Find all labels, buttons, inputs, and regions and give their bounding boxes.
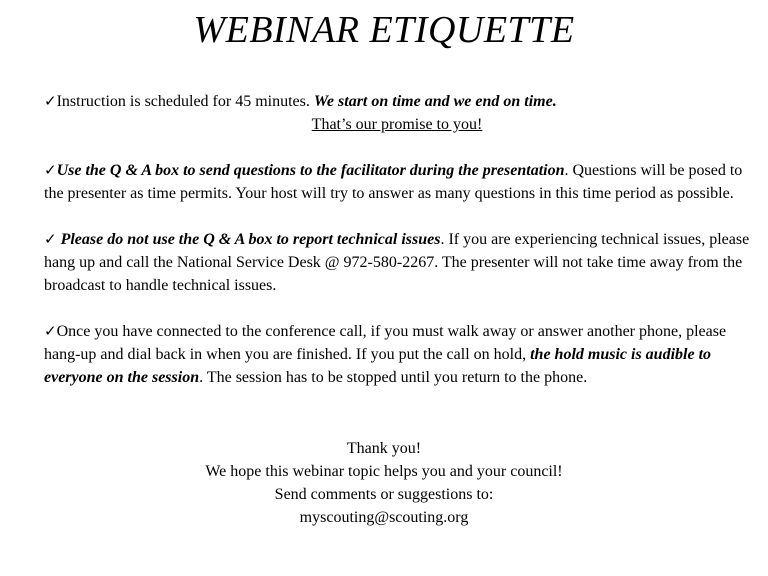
- on-time-emphasis: We start on time and we end on time.: [313, 93, 557, 110]
- checkmark-icon: ✓: [44, 92, 57, 110]
- closing-footer: [0, 437, 768, 529]
- instruction-duration-text: Instruction is scheduled for 45 minutes.: [56, 93, 314, 110]
- conference-call-text-after: . The session has to be stopped until you return to the phone.: [199, 369, 588, 386]
- paragraph-qa-questions: [44, 159, 750, 205]
- etiquette-content: [44, 90, 750, 412]
- conference-call-text-before: Once you have connected to the conference call, if you must walk away or answer another phone, please hang-up and dial back in when you are finished. If you put the call on hold,: [44, 323, 727, 363]
- hope-line: We hope this webinar topic helps you and your council!: [205, 463, 563, 480]
- paragraph-conference-call: [44, 320, 750, 389]
- paragraph-instruction-time: [44, 90, 750, 136]
- comments-line: Send comments or suggestions to:: [274, 486, 494, 503]
- hold-music-emphasis: the hold music is audible to everyone on the session: [44, 346, 712, 386]
- qa-questions-emphasis: Use the Q & A box to send questions to the facilitator during the presentation: [56, 162, 565, 179]
- promise-line: That’s our promise to you!: [311, 116, 483, 133]
- page-title: WEBINAR ETIQUETTE: [193, 9, 575, 51]
- paragraph-technical-issues: [44, 228, 750, 297]
- qa-questions-text: . Questions will be posed to the presenter as time permits. Your host will try to answer as many questions in this time period as possible.: [44, 162, 743, 202]
- contact-email: myscouting@scouting.org: [299, 509, 469, 526]
- checkmark-icon: ✓: [44, 230, 57, 248]
- checkmark-icon: ✓: [44, 322, 57, 340]
- thank-you-line: Thank you!: [346, 440, 422, 457]
- promise-line-wrapper: [44, 113, 750, 136]
- technical-issues-emphasis: Please do not use the Q & A box to report technical issues: [60, 231, 441, 248]
- technical-issues-text: . If you are experiencing technical issues, please hang up and call the National Service Desk @ 972-580-2267. The presenter will not take time away from the broadcast to handle technical issues.: [44, 231, 750, 294]
- checkmark-icon: ✓: [44, 161, 57, 179]
